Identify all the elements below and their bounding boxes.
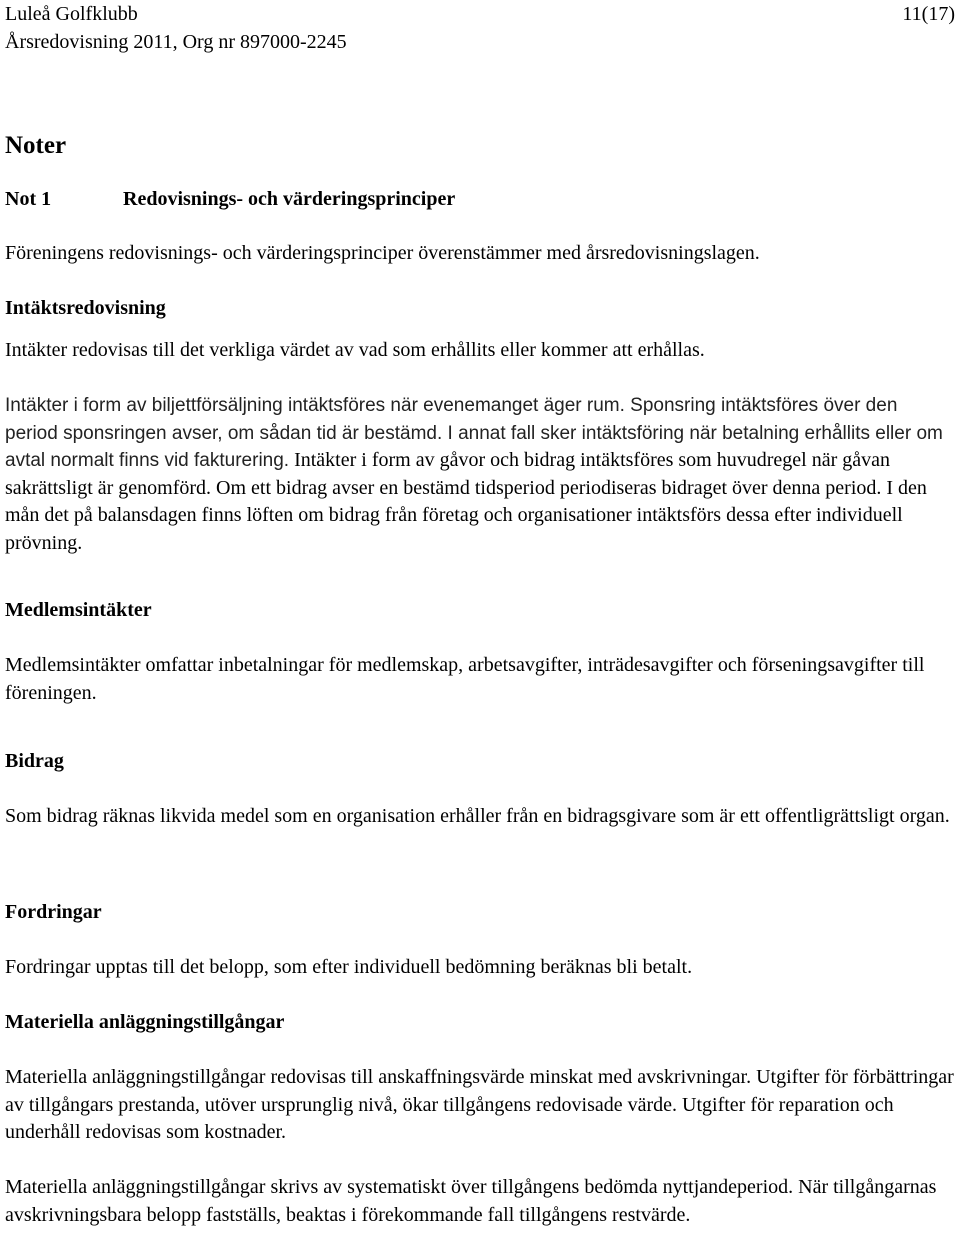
heading-materiella: Materiella anläggningstillgångar <box>5 1011 285 1033</box>
medlem-paragraph: Medlemsintäkter omfattar inbetalningar för medlemskap, arbetsavgifter, inträdesavgifter och förseningsavgifter till föreningen. <box>5 654 925 704</box>
heading-intaktsredovisning: Intäktsredovisning <box>5 297 166 319</box>
document-page <box>5 0 955 1226</box>
heading-fordringar: Fordringar <box>5 901 102 923</box>
materiella-paragraph-2: Materiella anläggningstillgångar skrivs av systematiskt över tillgångens bedömda nyttjandeperiod. När tillgångarnas avskrivningsbara belopp fastställs, beaktas i förekommande fall tillgångens restvärde. <box>5 1176 937 1226</box>
page-header <box>5 0 955 28</box>
intakt-paragraph-1: Intäkter redovisas till det verkliga värdet av vad som erhållits eller kommer att erhållas. <box>5 339 705 361</box>
note-number: Not 1 <box>5 188 52 210</box>
intakt-paragraph-2-part-a: Intäkter i form av biljettförsäljning intäktsföres när evenemanget äger rum. Sponsring intäktsföres över den period sponsringen avser, om sådan tid är bestämd. I annat fall sker intäktsföring när betalning erhållits eller om avtal normalt finns vid fakturering. <box>5 395 943 471</box>
heading-bidrag: Bidrag <box>5 750 64 772</box>
heading-medlemsintakter: Medlemsintäkter <box>5 599 152 621</box>
report-subtitle: Årsredovisning 2011, Org nr 897000-2245 <box>5 31 347 53</box>
fordringar-paragraph: Fordringar upptas till det belopp, som efter individuell bedömning beräknas bli betalt. <box>5 956 693 978</box>
organization-name: Luleå Golfklubb <box>5 3 138 25</box>
page-number: 11(17) <box>902 3 955 25</box>
intakt-paragraph-2-part-b: Intäkter i form av gåvor och bidrag intäktsföres som huvudregel när gåvan sakrättsligt är genomförd. Om ett bidrag avser en bestämd tidsperiod periodiseras bidraget över denna period. I den mån det på balansdagen finns löften om bidrag från företag och organisationer intäktsförs dessa efter individuell prövning. <box>5 449 927 554</box>
note-title: Redovisnings- och värderingsprinciper <box>123 188 456 210</box>
intro-paragraph: Föreningens redovisnings- och värderingsprinciper överenstämmer med årsredovisningslagen. <box>5 242 760 264</box>
bidrag-paragraph: Som bidrag räknas likvida medel som en organisation erhåller från en bidragsgivare som är ett offentligrättsligt organ. <box>5 805 950 827</box>
page-title: Noter <box>5 132 67 159</box>
materiella-paragraph-1: Materiella anläggningstillgångar redovisas till anskaffningsvärde minskat med avskrivningar. Utgifter för förbättringar av tillgångars prestanda, utöver ursprunglig nivå, ökar tillgångens redovisade värde. Utgifter för reparation och underhåll redovisas som kostnader. <box>5 1066 954 1143</box>
intakt-paragraph-2 <box>5 392 955 557</box>
